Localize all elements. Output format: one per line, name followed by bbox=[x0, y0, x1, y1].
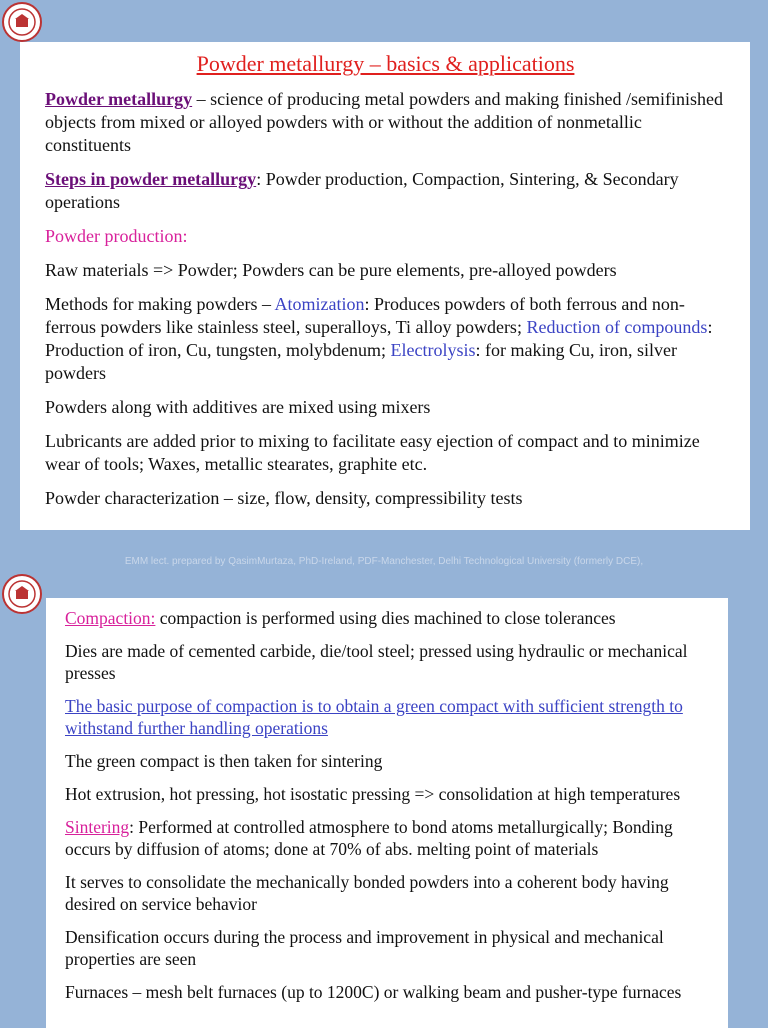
dies-text: Dies are made of cemented carbide, die/tool steel; pressed using hydraulic or mechanical presses bbox=[65, 641, 688, 683]
steps-paragraph bbox=[45, 168, 726, 214]
compaction-paragraph bbox=[65, 607, 712, 629]
university-seal-icon bbox=[7, 579, 37, 609]
definition-paragraph bbox=[45, 88, 726, 157]
methods-paragraph bbox=[45, 293, 726, 385]
densification-text: Densification occurs during the process and improvement in physical and mechanical properties are seen bbox=[65, 927, 664, 969]
electrolysis-term: Electrolysis bbox=[390, 340, 476, 360]
steps-text: : Powder production, Compaction, Sintering, & Secondary operations bbox=[45, 169, 679, 212]
slide-compaction-sintering bbox=[46, 598, 728, 1028]
mixing-text: Powders along with additives are mixed using mixers bbox=[45, 397, 431, 417]
raw-materials-text: Raw materials => Powder; Powders can be pure elements, pre-alloyed powders bbox=[45, 260, 617, 280]
green-compact-text: The green compact is then taken for sintering bbox=[65, 751, 383, 771]
sintering-paragraph bbox=[65, 816, 712, 860]
methods-intro: Methods for making powders – bbox=[45, 294, 275, 314]
consolidate-text: It serves to consolidate the mechanically bonded powders into a coherent body having desired on service behavior bbox=[65, 872, 669, 914]
steps-term: Steps in powder metallurgy bbox=[45, 169, 257, 189]
compaction-term: Compaction: bbox=[65, 608, 156, 628]
furnaces-text: Furnaces – mesh belt furnaces (up to 1200C) or walking beam and pusher-type furnaces bbox=[65, 982, 682, 1002]
compaction-text: compaction is performed using dies machined to close tolerances bbox=[155, 608, 616, 628]
lubricants-text: Lubricants are added prior to mixing to facilitate easy ejection of compact and to minimize wear of tools; Waxes, metallic stearates, graphite etc. bbox=[45, 431, 700, 474]
reduction-term: Reduction of compounds bbox=[526, 317, 708, 337]
university-logo bbox=[2, 574, 42, 614]
university-seal-icon bbox=[7, 7, 37, 37]
reduction-text: : Production of iron, Cu, tungsten, molybdenum; bbox=[45, 317, 713, 360]
hot-extrusion-text: Hot extrusion, hot pressing, hot isostatic pressing => consolidation at high temperatures bbox=[65, 784, 681, 804]
slide-basics bbox=[20, 42, 750, 530]
atomization-term: Atomization bbox=[274, 294, 365, 314]
electrolysis-text: : for making Cu, iron, silver powders bbox=[45, 340, 677, 383]
powder-production-heading: Powder production: bbox=[45, 226, 188, 246]
university-logo bbox=[2, 2, 42, 42]
definition-term: Powder metallurgy bbox=[45, 89, 193, 109]
atomization-text: : Produces powders of both ferrous and non-ferrous powders like stainless steel, superalloys, Ti alloy powders; bbox=[45, 294, 685, 337]
characterization-text: Powder characterization – size, flow, density, compressibility tests bbox=[45, 488, 523, 508]
sintering-term: Sintering bbox=[65, 817, 130, 837]
slide-footer: EMM lect. prepared by QasimMurtaza, PhD-Ireland, PDF-Manchester, Delhi Technological University (formerly DCE), bbox=[124, 556, 644, 567]
sintering-text: : Performed at controlled atmosphere to bond atoms metallurgically; Bonding occurs by diffusion of atoms; done at 70% of abs. melting point of materials bbox=[65, 817, 673, 859]
definition-text: – science of producing metal powders and making finished /semifinished objects from mixed or alloyed powders with or without the addition of nonmetallic constituents bbox=[45, 89, 724, 155]
slide-title: Powder metallurgy – basics & applications bbox=[196, 51, 575, 76]
purpose-text: The basic purpose of compaction is to obtain a green compact with sufficient strength to withstand further handling operations bbox=[65, 696, 683, 738]
